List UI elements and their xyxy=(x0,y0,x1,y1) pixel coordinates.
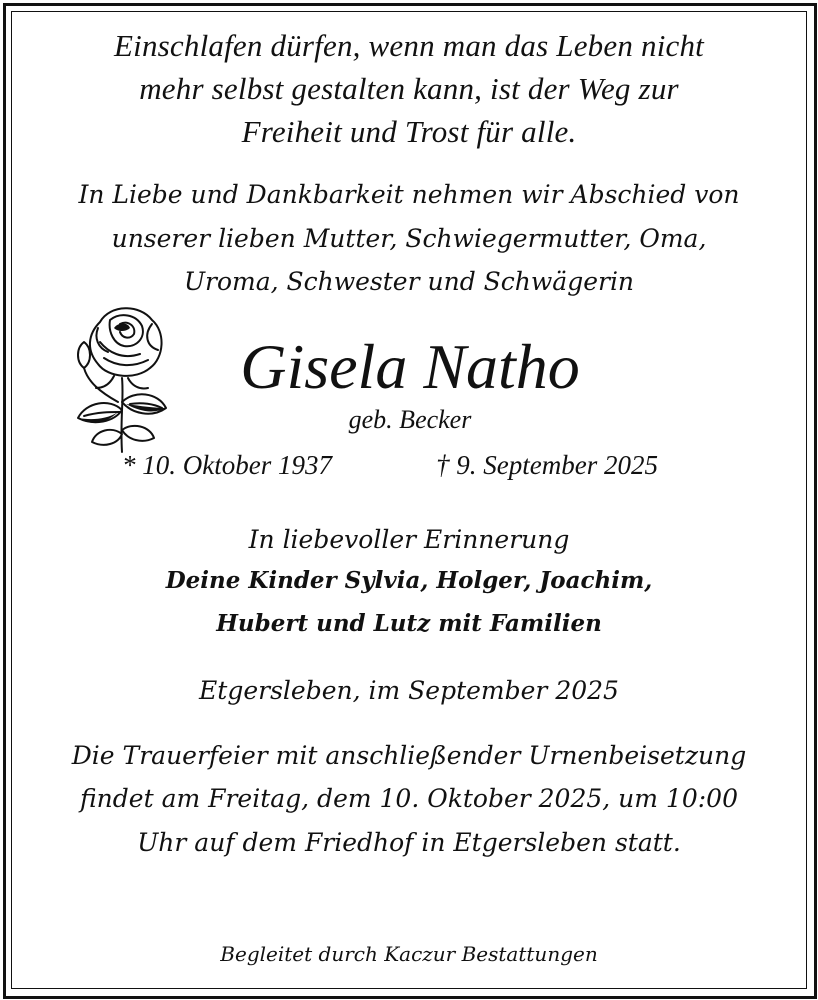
deceased-name: Gisela Natho xyxy=(240,331,580,402)
intro-line-2: unserer lieben Mutter, Schwiegermutter, Oma, xyxy=(111,224,707,253)
maiden-name: geb. Becker xyxy=(348,405,472,434)
family-line-1: Deine Kinder Sylvia, Holger, Joachim, xyxy=(165,567,653,594)
undertaker-credit: Begleitet durch Kaczur Bestattungen xyxy=(220,942,598,966)
motto-line-3: Freiheit und Trost für alle. xyxy=(241,114,577,149)
remembrance-line: In liebevoller Erinnerung xyxy=(248,525,570,554)
service-line-3: Uhr auf dem Friedhof in Etgersleben statt. xyxy=(137,828,681,857)
death-date: † 9. September 2025 xyxy=(436,450,658,480)
family-line-2: Hubert und Lutz mit Familien xyxy=(216,610,602,637)
place-date: Etgersleben, im September 2025 xyxy=(199,676,619,705)
birth-date: * 10. Oktober 1937 xyxy=(122,450,332,480)
service-line-2: findet am Freitag, dem 10. Oktober 2025, um 10:00 xyxy=(80,784,738,813)
motto-line-2: mehr selbst gestalten kann, ist der Weg zur xyxy=(139,71,679,106)
service-line-1: Die Trauerfeier mit anschließender Urnenbeisetzung xyxy=(71,741,747,770)
intro-line-1: In Liebe und Dankbarkeit nehmen wir Abschied von xyxy=(78,180,740,209)
intro-line-3: Uroma, Schwester und Schwägerin xyxy=(183,267,635,296)
motto-line-1: Einschlafen dürfen, wenn man das Leben nicht xyxy=(114,28,704,63)
